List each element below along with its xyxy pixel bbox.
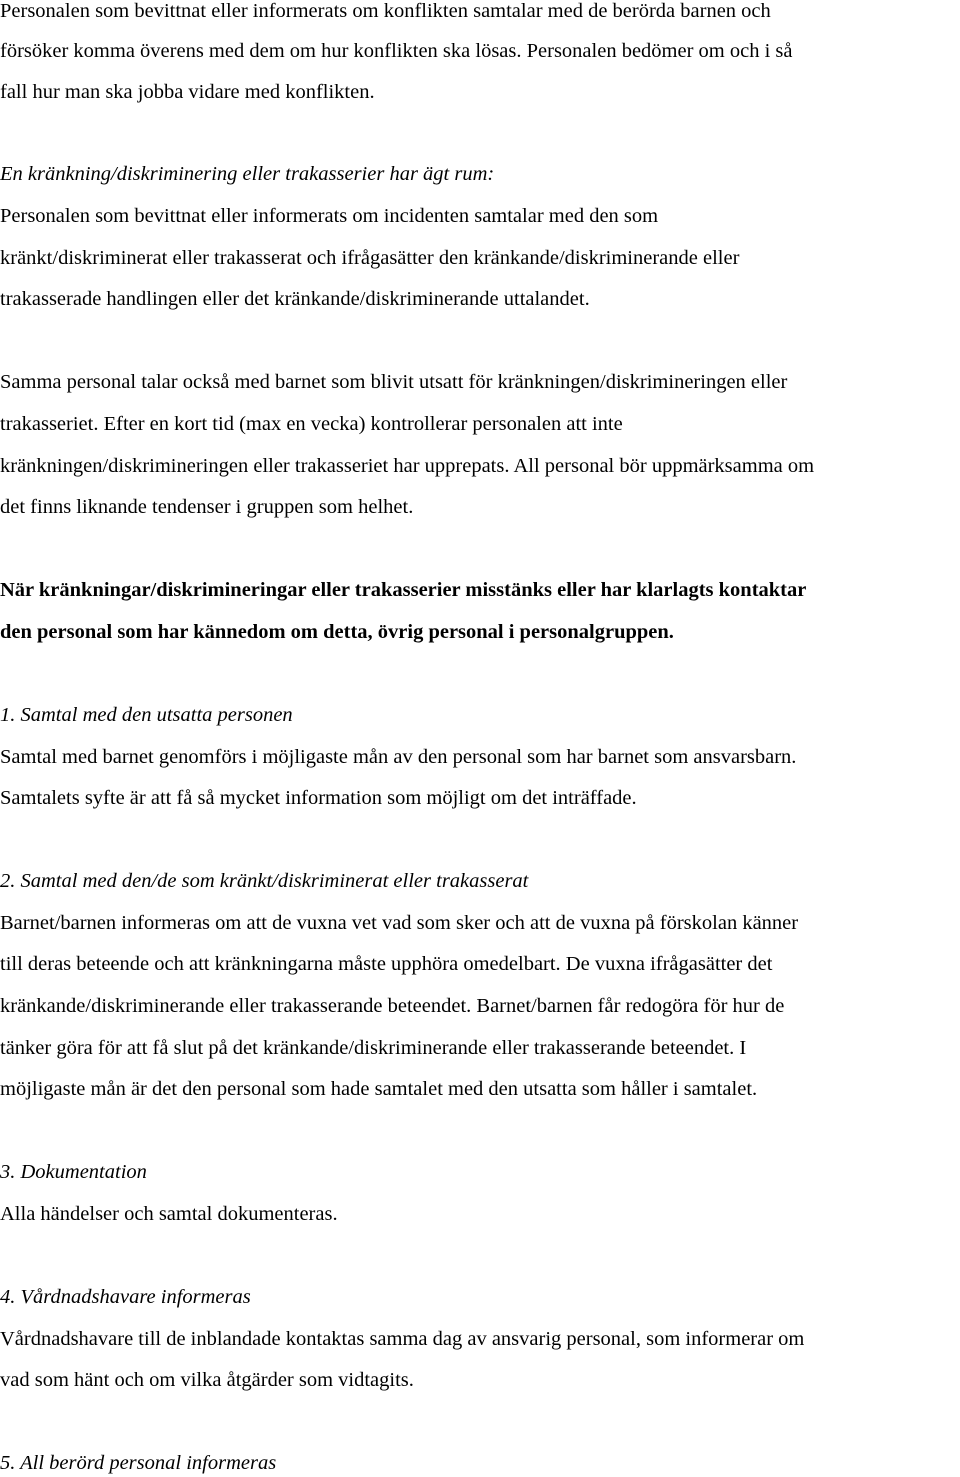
bold-notice-line: den personal som har kännedom om detta, övrig personal i personalgruppen. [0, 621, 674, 643]
followup-paragraph-line: Samma personal talar också med barnet som blivit utsatt för kränkningen/diskrimineringen eller [0, 371, 788, 393]
step-heading: 5. All berörd personal informeras [0, 1452, 277, 1474]
step-text-line: Vårdnadshavare till de inblandade kontaktas samma dag av ansvarig personal, som informerar om [0, 1328, 805, 1350]
step-text-line: Barnet/barnen informeras om att de vuxna vet vad som sker och att de vuxna på förskolan känner [0, 912, 799, 934]
step-text-line: Samtal med barnet genomförs i möjligaste mån av den personal som har barnet som ansvarsbarn. [0, 746, 797, 768]
bold-notice-line: När kränkningar/diskrimineringar eller trakasserier misstänks eller har klarlagts kontaktar [0, 579, 807, 601]
step-heading: 3. Dokumentation [0, 1161, 147, 1183]
step-heading: 4. Vårdnadshavare informeras [0, 1286, 251, 1308]
step-text-line: vad som hänt och om vilka åtgärder som vidtagits. [0, 1369, 414, 1391]
violation-paragraph-line: kränkt/diskriminerat eller trakasserat och ifrågasätter den kränkande/diskriminerande eller [0, 247, 740, 269]
followup-paragraph-line: det finns liknande tendenser i gruppen som helhet. [0, 496, 414, 518]
violation-heading: En kränkning/diskriminering eller trakasserier har ägt rum: [0, 163, 495, 185]
intro-line: fall hur man ska jobba vidare med konflikten. [0, 81, 375, 103]
violation-paragraph-line: trakasserade handlingen eller det kränkande/diskriminerande uttalandet. [0, 288, 590, 310]
intro-line: försöker komma överens med dem om hur konflikten ska lösas. Personalen bedömer om och i så [0, 40, 793, 62]
step-text-line: tänker göra för att få slut på det kränkande/diskriminerande eller trakasserande beteendet. I [0, 1037, 747, 1059]
step-heading: 1. Samtal med den utsatta personen [0, 704, 293, 726]
followup-paragraph-line: kränkningen/diskrimineringen eller trakasseriet har upprepats. All personal bör uppmärksamma om [0, 455, 815, 477]
step-text-line: möjligaste mån är det den personal som hade samtalet med den utsatta som håller i samtalet. [0, 1078, 758, 1100]
step-text-line: kränkande/diskriminerande eller trakasserande beteendet. Barnet/barnen får redogöra för hur de [0, 995, 785, 1017]
step-text-line: till deras beteende och att kränkningarna måste upphöra omedelbart. De vuxna ifrågasätter det [0, 953, 773, 975]
violation-paragraph-line: Personalen som bevittnat eller informerats om incidenten samtalar med den som [0, 205, 659, 227]
step-heading: 2. Samtal med den/de som kränkt/diskriminerat eller trakasserat [0, 870, 529, 892]
followup-paragraph-line: trakasseriet. Efter en kort tid (max en vecka) kontrollerar personalen att inte [0, 413, 623, 435]
step-text-line: Alla händelser och samtal dokumenteras. [0, 1203, 338, 1225]
intro-line: Personalen som bevittnat eller informerats om konflikten samtalar med de berörda barnen och [0, 0, 771, 22]
step-text-line: Samtalets syfte är att få så mycket information som möjligt om det inträffade. [0, 787, 637, 809]
